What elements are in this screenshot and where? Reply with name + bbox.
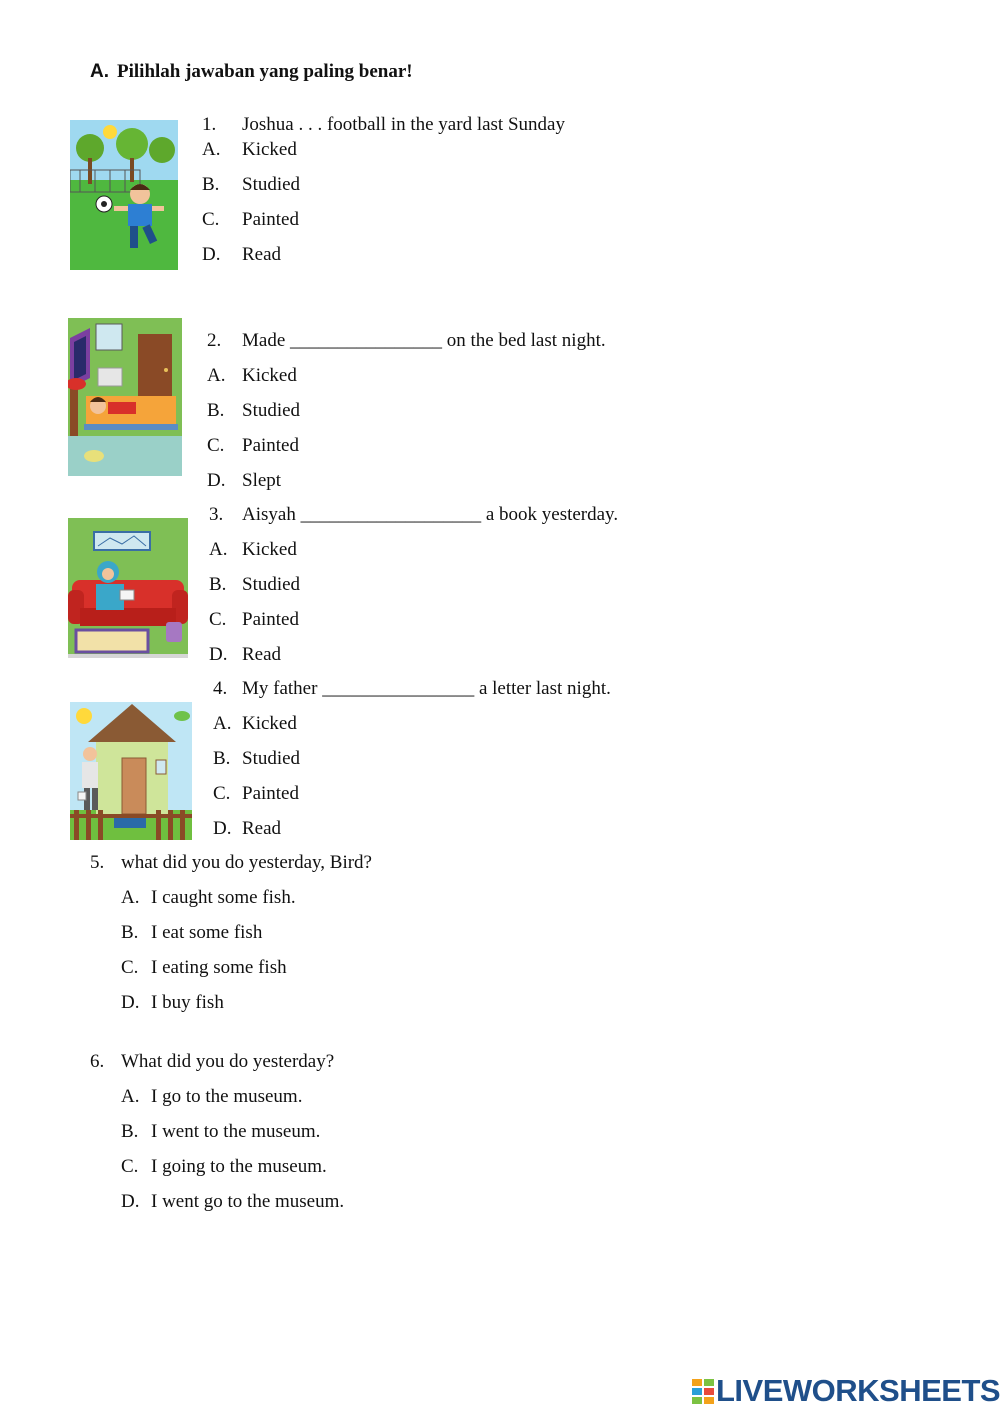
- q2-option-a[interactable]: Kicked: [242, 365, 297, 386]
- q5-option-d-letter[interactable]: D.: [121, 992, 140, 1013]
- q1-option-b[interactable]: Studied: [242, 174, 301, 195]
- q4-option-d-letter[interactable]: D.: [213, 818, 232, 839]
- section-title: [90, 61, 413, 83]
- q3-option-a-letter[interactable]: A.: [209, 539, 228, 560]
- q1-option-b-letter[interactable]: B.: [202, 174, 220, 195]
- q3-option-b[interactable]: Studied: [242, 574, 301, 595]
- question-5-number: 5.: [90, 852, 105, 873]
- q4-option-b-letter[interactable]: B.: [213, 748, 231, 769]
- question-2-text: Made ________________ on the bed last night.: [242, 330, 606, 351]
- q3-option-b-letter[interactable]: B.: [209, 574, 227, 595]
- girl-reading-illustration: [68, 518, 188, 658]
- question-2-number: 2.: [207, 330, 222, 351]
- q2-option-d[interactable]: Slept: [242, 470, 282, 491]
- q6-option-b[interactable]: I went to the museum.: [151, 1121, 321, 1142]
- q5-option-c[interactable]: I eating some fish: [151, 957, 287, 978]
- q5-option-c-letter[interactable]: C.: [121, 957, 139, 978]
- question-6-number: 6.: [90, 1051, 105, 1072]
- q6-option-d[interactable]: I went go to the museum.: [151, 1191, 345, 1212]
- q2-option-b[interactable]: Studied: [242, 400, 301, 421]
- q1-option-a[interactable]: Kicked: [242, 139, 297, 160]
- question-3-text: Aisyah ___________________ a book yesterday.: [242, 504, 619, 525]
- liveworksheets-logo-text: LIVEWORKSHEETS: [716, 1373, 1000, 1408]
- q4-option-c[interactable]: Painted: [242, 783, 299, 804]
- q1-option-d-letter[interactable]: D.: [202, 244, 221, 265]
- q1-option-c-letter[interactable]: C.: [202, 209, 220, 230]
- question-6-text: What did you do yesterday?: [121, 1051, 335, 1072]
- question-1-text: Joshua . . . football in the yard last Sunday: [242, 114, 565, 135]
- q2-option-c[interactable]: Painted: [242, 435, 299, 456]
- q5-option-a-letter[interactable]: A.: [121, 887, 140, 908]
- q4-option-a[interactable]: Kicked: [242, 713, 297, 734]
- q6-option-c[interactable]: I going to the museum.: [151, 1156, 327, 1177]
- question-1-number: 1.: [202, 114, 217, 135]
- section-letter: A.: [90, 61, 109, 82]
- q3-option-a[interactable]: Kicked: [242, 539, 297, 560]
- question-4-text: My father ________________ a letter last night.: [242, 678, 611, 699]
- section-instruction: Pilihlah jawaban yang paling benar!: [117, 61, 413, 82]
- q5-option-b-letter[interactable]: B.: [121, 922, 139, 943]
- q6-option-b-letter[interactable]: B.: [121, 1121, 139, 1142]
- liveworksheets-logo-icon: [692, 1377, 716, 1405]
- q5-option-d[interactable]: I buy fish: [151, 992, 224, 1013]
- question-5-text: what did you do yesterday, Bird?: [121, 852, 372, 873]
- q3-option-d-letter[interactable]: D.: [209, 644, 228, 665]
- q4-option-c-letter[interactable]: C.: [213, 783, 231, 804]
- q3-option-c[interactable]: Painted: [242, 609, 299, 630]
- q1-option-a-letter[interactable]: A.: [202, 139, 221, 160]
- q4-option-b[interactable]: Studied: [242, 748, 301, 769]
- question-4-number: 4.: [213, 678, 228, 699]
- q6-option-a[interactable]: I go to the museum.: [151, 1086, 303, 1107]
- q6-option-d-letter[interactable]: D.: [121, 1191, 140, 1212]
- man-painting-house-illustration: [70, 702, 192, 840]
- question-3-number: 3.: [209, 504, 224, 525]
- q6-option-c-letter[interactable]: C.: [121, 1156, 139, 1177]
- liveworksheets-logo: [692, 1374, 1000, 1408]
- q2-option-a-letter[interactable]: A.: [207, 365, 226, 386]
- q2-option-b-letter[interactable]: B.: [207, 400, 225, 421]
- q1-option-d[interactable]: Read: [242, 244, 282, 265]
- q4-option-d[interactable]: Read: [242, 818, 282, 839]
- q3-option-c-letter[interactable]: C.: [209, 609, 227, 630]
- q5-option-b[interactable]: I eat some fish: [151, 922, 263, 943]
- q6-option-a-letter[interactable]: A.: [121, 1086, 140, 1107]
- q1-option-c[interactable]: Painted: [242, 209, 299, 230]
- boy-playing-football-illustration: [70, 120, 178, 270]
- q4-option-a-letter[interactable]: A.: [213, 713, 232, 734]
- q2-option-d-letter[interactable]: D.: [207, 470, 226, 491]
- girl-sleeping-illustration: [68, 318, 182, 476]
- q3-option-d[interactable]: Read: [242, 644, 282, 665]
- q5-option-a[interactable]: I caught some fish.: [151, 887, 296, 908]
- q2-option-c-letter[interactable]: C.: [207, 435, 225, 456]
